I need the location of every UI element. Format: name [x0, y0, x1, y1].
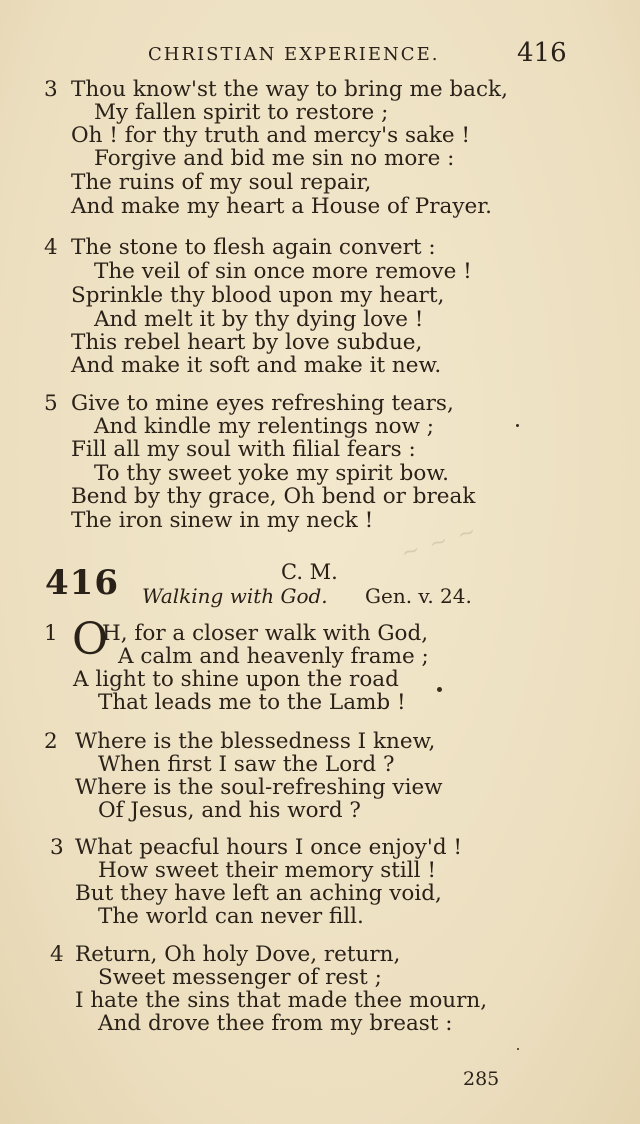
running-title: CHRISTIAN EXPERIENCE. — [148, 44, 440, 65]
verse-number: 1 — [44, 621, 58, 646]
pencil-mark: ~ ~ ~ — [398, 518, 482, 567]
ink-speck — [516, 424, 519, 427]
verse-line: And make it soft and make it new. — [71, 353, 442, 378]
drop-cap: O — [72, 614, 109, 665]
verse-line: I hate the sins that made thee mourn, — [75, 988, 488, 1013]
hymn-scripture: Gen. v. 24. — [365, 584, 472, 608]
verse-line: My fallen spirit to restore ; — [94, 100, 389, 125]
verse-number: 2 — [44, 729, 58, 754]
hymn-number: 416 — [45, 563, 119, 603]
ink-speck — [437, 687, 442, 692]
verse-line: Bend by thy grace, Oh bend or break — [71, 484, 476, 509]
verse-number: 3 — [50, 835, 64, 860]
verse-number: 4 — [50, 942, 64, 967]
verse-line: And kindle my relentings now ; — [94, 414, 435, 439]
verse-line: And drove thee from my breast : — [98, 1011, 453, 1036]
verse-line: A light to shine upon the road — [73, 667, 399, 692]
verse-line: Where is the blessedness I knew, — [75, 729, 436, 754]
verse-line: What peacful hours I once enjoy'd ! — [75, 835, 463, 860]
verse-line: Thou know'st the way to bring me back, — [71, 77, 508, 102]
page-header — [0, 38, 640, 74]
verse-line: A calm and heavenly frame ; — [118, 644, 429, 669]
verse-line: The stone to flesh again convert : — [71, 235, 436, 260]
verse-line: The veil of sin once more remove ! — [94, 259, 472, 284]
hymn-title: Walking with God. — [142, 584, 328, 608]
page-number: 285 — [463, 1068, 500, 1090]
verse-number: 3 — [44, 77, 58, 102]
verse-line: Forgive and bid me sin no more : — [94, 146, 455, 171]
verse-line: This rebel heart by love subdue, — [71, 330, 423, 355]
hymn-page-number: 416 — [517, 38, 567, 68]
verse-line: That leads me to the Lamb ! — [98, 690, 406, 715]
verse-number: 4 — [44, 235, 58, 260]
verse-line: The iron sinew in my neck ! — [71, 508, 374, 533]
verse-line: How sweet their memory still ! — [98, 858, 436, 883]
verse-line: When first I saw the Lord ? — [98, 752, 395, 777]
ink-speck — [517, 1048, 519, 1050]
verse-line: Of Jesus, and his word ? — [98, 798, 361, 823]
verse-line: But they have left an aching void, — [75, 881, 442, 906]
verse-line: To thy sweet yoke my spirit bow. — [94, 461, 450, 486]
verse-line: Oh ! for thy truth and mercy's sake ! — [71, 123, 471, 148]
verse-line: Fill all my soul with filial fears : — [71, 437, 416, 462]
verse-line: Return, Oh holy Dove, return, — [75, 942, 401, 967]
verse-line: The ruins of my soul repair, — [71, 170, 372, 195]
verse-line: And make my heart a House of Prayer. — [71, 194, 492, 219]
verse-line: The world can never fill. — [98, 904, 364, 929]
verse-line: Give to mine eyes refreshing tears, — [71, 391, 454, 416]
verse-number: 5 — [44, 391, 58, 416]
verse-line: H, for a closer walk with God, — [102, 621, 429, 646]
hymn-meter: C. M. — [281, 560, 338, 584]
verse-line: Where is the soul-refreshing view — [75, 775, 443, 800]
verse-line: Sprinkle thy blood upon my heart, — [71, 283, 445, 308]
verse-line: And melt it by thy dying love ! — [94, 307, 424, 332]
verse-line: Sweet messenger of rest ; — [98, 965, 382, 990]
